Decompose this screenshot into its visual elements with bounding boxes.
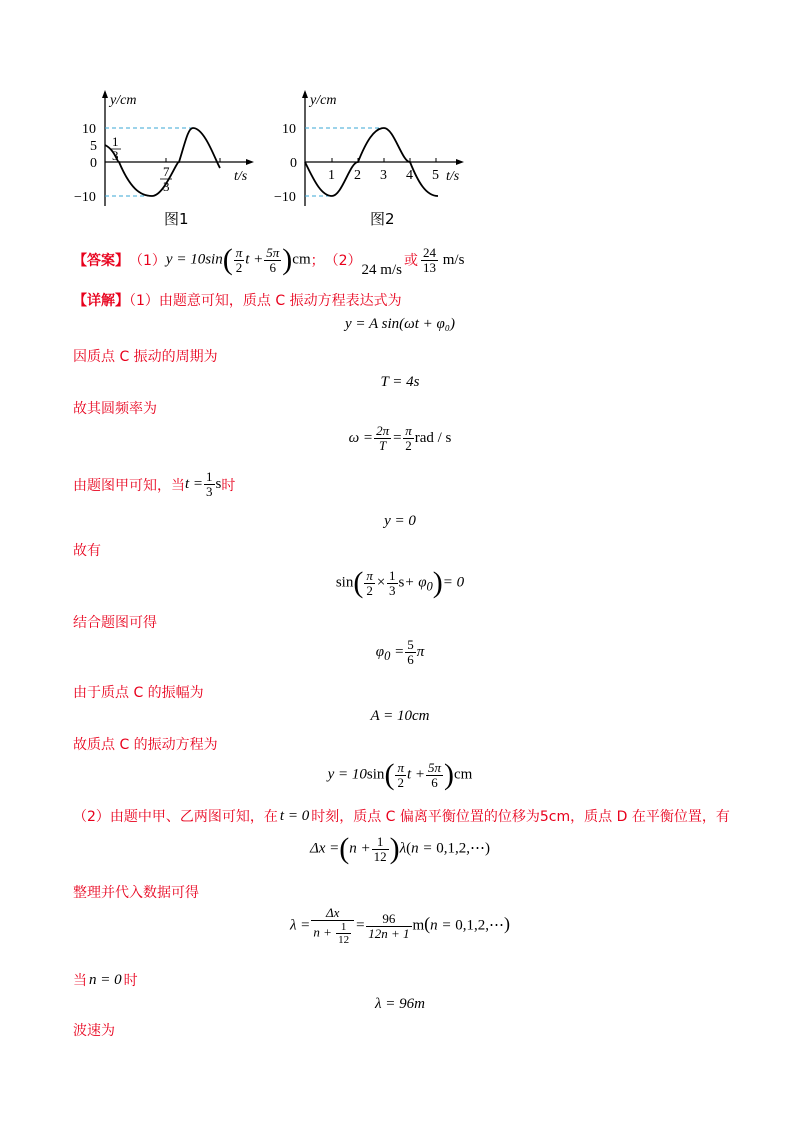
fig1-ytick-10: 10 [82, 122, 96, 137]
solution-line-11-a: 当 [73, 973, 87, 989]
solution-line-10: 整理并代入数据可得 [73, 885, 199, 901]
figure-2-caption: 图2 [370, 210, 395, 228]
solution-line-4-eq: t = $\frac{1}{3}$ s [185, 469, 222, 499]
fig2-xtick-2: 2 [354, 168, 361, 183]
fig1-annot-top-num: 1 [112, 134, 119, 149]
solution-line-11-eq: n = 0 [89, 971, 122, 988]
answer-part2-eq-b: $\frac{24}{13}$ m/s [422, 244, 465, 275]
equation-1: y = A sin(ωt + φ₀) [344, 316, 456, 332]
answer-separator: ； [310, 253, 325, 269]
fig2-xtick-3: 3 [380, 168, 387, 183]
solution-tag: 【详解】 [73, 293, 129, 309]
figure-1-graph [60, 88, 270, 228]
solution-line-6: 结合题图可得 [73, 615, 157, 631]
fig1-annot-bottom-den: 3 [163, 179, 170, 194]
fig1-x-label: t/s [234, 169, 248, 184]
solution-line-4 [73, 470, 235, 499]
solution-line-11 [73, 970, 138, 990]
fig2-x-label: t/s [446, 169, 460, 184]
fig1-ytick-5: 5 [90, 139, 97, 154]
answer-part1-eq: y = 10sin( $\frac{\pi}{2}$ t + $\frac{5\pi}{6}$ )cm [165, 243, 311, 276]
equation-11: λ = 96m [375, 996, 425, 1012]
solution-intro-text: （1）由题意可知，质点 C 振动方程表达式为 [129, 293, 402, 309]
fig2-xtick-1: 1 [328, 168, 335, 183]
solution-line-9 [73, 806, 730, 826]
solution-line-12: 波速为 [73, 1023, 115, 1039]
fig2-xtick-4: 4 [406, 168, 413, 183]
answer-part2-eq-a: 24 m/s [361, 261, 402, 278]
equation-8: y = 10sin( $\frac{\pi}{2}$ t + $\frac{5\pi}{6}$ )cm [327, 758, 473, 791]
fig1-ytick-0: 0 [90, 156, 97, 171]
fig1-ytick-neg10: −10 [74, 190, 96, 205]
fig2-xtick-5: 5 [432, 168, 439, 183]
answer-tag: 【答案】 [73, 253, 129, 269]
solution-line-2: 因质点 C 振动的周期为 [73, 349, 218, 365]
fig1-y-label: y/cm [110, 93, 137, 108]
answer-part1-label: （1） [129, 253, 166, 269]
solution-line-4-a: 由题图甲可知，当 [73, 477, 185, 494]
solution-line-8: 故质点 C 的振动方程为 [73, 737, 218, 753]
solution-line-11-b: 时 [123, 973, 138, 989]
equation-6: $\varphi_0$ = $\frac{5}{6}$ π [375, 637, 425, 667]
fig1-annot-top-den: 3 [112, 148, 119, 163]
solution-line-9-b: 时刻，质点 C 偏离平衡位置的位移为5cm，质点 D 在平衡位置，有 [311, 809, 730, 825]
equation-9: Δx =(n + $\frac{1}{12}$ )λ(n = 0,1,2,⋯) [309, 832, 491, 865]
answer-part2-label: （2） [324, 253, 362, 269]
equation-10: λ = Δx n + $\frac{1}{12}$ = $\frac{96}{12n + 1}$ m(n = 0,1,2,⋯) [289, 905, 511, 946]
figure-2-graph [260, 88, 470, 228]
equation-2: T = 4s [380, 374, 420, 390]
solution-line-4-b: 时 [221, 477, 236, 494]
solution-line-9-eq: t = 0 [279, 807, 310, 824]
solution-intro [73, 290, 402, 310]
equation-5: sin( $\frac{\pi}{2}$ × $\frac{1}{3}$ $s+ \varphi_0)= 0$ [335, 566, 465, 599]
solution-line-5: 故有 [73, 543, 101, 559]
solution-line-3: 故其圆频率为 [73, 401, 157, 417]
fig1-annot-bottom-num: 7 [163, 164, 170, 179]
answer-line [73, 244, 464, 276]
equation-7: A = 10cm [370, 708, 430, 724]
answer-or: 或 [403, 253, 418, 269]
fig2-y-label: y/cm [310, 93, 337, 108]
fig2-ytick-0: 0 [290, 156, 297, 171]
fig2-ytick-neg10: −10 [274, 190, 296, 205]
solution-line-7: 由于质点 C 的振幅为 [73, 685, 204, 701]
figure-1-caption: 图1 [164, 210, 189, 228]
solution-line-9-a: （2）由题中甲、乙两图可知，在 [73, 809, 278, 825]
equation-3: ω = $\frac{2\pi}{T}$ = $\frac{\pi}{2}$ rad / s [348, 423, 452, 453]
equation-4: y = 0 [384, 513, 416, 529]
fig2-ytick-10: 10 [282, 122, 296, 137]
